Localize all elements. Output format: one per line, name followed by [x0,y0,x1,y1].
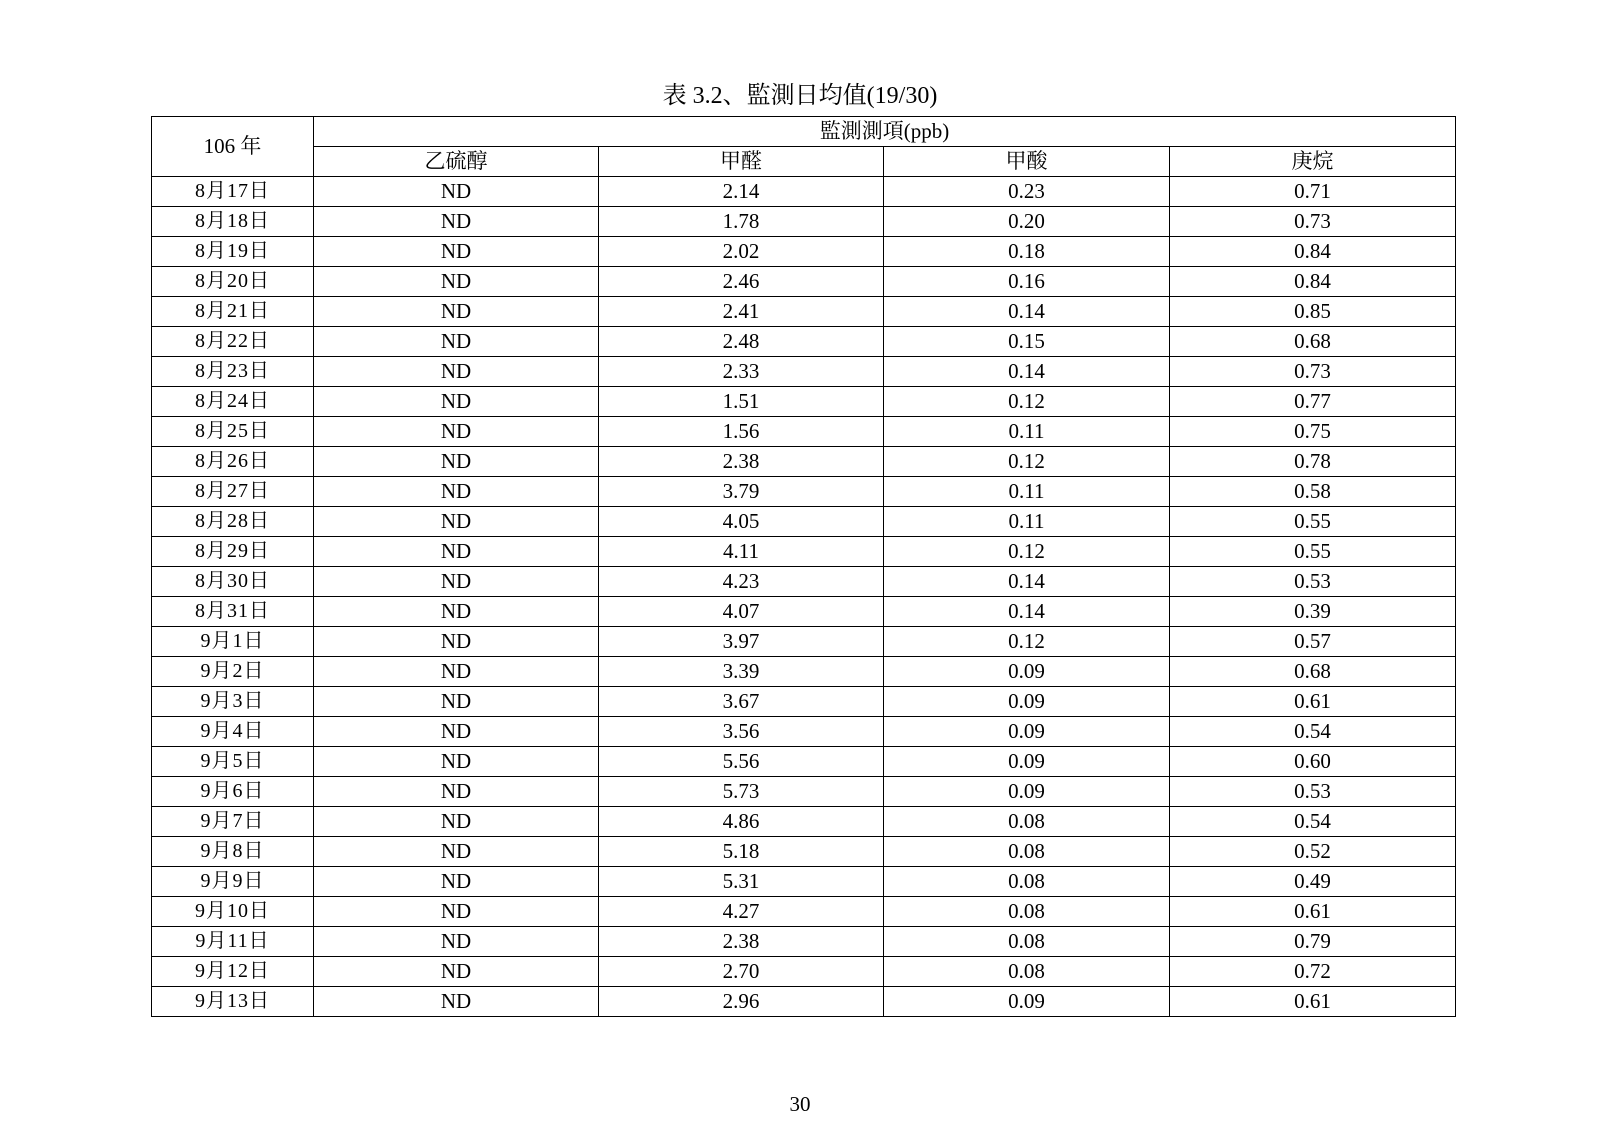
value-cell: 1.51 [599,387,884,417]
value-cell: 1.78 [599,207,884,237]
date-cell: 8月17日 [152,177,314,207]
column-header-formaldehyde: 甲醛 [599,147,884,177]
year-header: 106 年 [152,117,314,177]
table-row [152,897,1456,927]
value-cell: 0.72 [1170,957,1456,987]
table-row [152,207,1456,237]
table-row [152,867,1456,897]
value-cell: 0.61 [1170,897,1456,927]
value-cell: 0.08 [884,807,1170,837]
date-cell: 9月11日 [152,927,314,957]
value-cell: 2.46 [599,267,884,297]
table-row [152,747,1456,777]
value-cell: 0.08 [884,957,1170,987]
table-row [152,387,1456,417]
table-row [152,627,1456,657]
value-cell: 5.18 [599,837,884,867]
value-cell: 0.08 [884,837,1170,867]
value-cell: 0.14 [884,297,1170,327]
table-row [152,567,1456,597]
value-cell: 0.49 [1170,867,1456,897]
value-cell: 0.11 [884,417,1170,447]
value-cell: 0.18 [884,237,1170,267]
value-cell: 0.58 [1170,477,1456,507]
date-cell: 9月2日 [152,657,314,687]
column-header-heptane: 庚烷 [1170,147,1456,177]
value-cell: ND [314,807,599,837]
value-cell: ND [314,987,599,1017]
value-cell: 5.73 [599,777,884,807]
value-cell: 0.15 [884,327,1170,357]
value-cell: 0.75 [1170,417,1456,447]
value-cell: ND [314,747,599,777]
value-cell: 0.08 [884,867,1170,897]
table-row [152,927,1456,957]
date-cell: 9月5日 [152,747,314,777]
table-row [152,987,1456,1017]
value-cell: 0.09 [884,777,1170,807]
date-cell: 8月27日 [152,477,314,507]
value-cell: 0.52 [1170,837,1456,867]
value-cell: ND [314,507,599,537]
value-cell: 0.14 [884,597,1170,627]
value-cell: 0.54 [1170,807,1456,837]
value-cell: ND [314,207,599,237]
date-cell: 9月3日 [152,687,314,717]
value-cell: 5.56 [599,747,884,777]
value-cell: ND [314,687,599,717]
date-cell: 8月24日 [152,387,314,417]
value-cell: 0.79 [1170,927,1456,957]
table-row [152,837,1456,867]
date-cell: 9月13日 [152,987,314,1017]
date-cell: 8月21日 [152,297,314,327]
value-cell: 0.09 [884,747,1170,777]
value-cell: 4.07 [599,597,884,627]
value-cell: ND [314,327,599,357]
table-row [152,357,1456,387]
value-cell: 0.20 [884,207,1170,237]
date-cell: 9月12日 [152,957,314,987]
value-cell: 0.55 [1170,507,1456,537]
table-row [152,957,1456,987]
group-header: 監測測項(ppb) [314,117,1456,147]
table-title: 表 3.2、監測日均值(19/30) [662,83,938,109]
date-cell: 8月23日 [152,357,314,387]
header-row-columns [152,147,1456,177]
date-cell: 8月28日 [152,507,314,537]
value-cell: ND [314,957,599,987]
value-cell: 3.67 [599,687,884,717]
value-cell: 2.70 [599,957,884,987]
value-cell: 0.16 [884,267,1170,297]
value-cell: 0.71 [1170,177,1456,207]
value-cell: 0.54 [1170,717,1456,747]
date-cell: 8月22日 [152,327,314,357]
value-cell: 0.61 [1170,687,1456,717]
value-cell: ND [314,567,599,597]
date-cell: 9月8日 [152,837,314,867]
value-cell: 4.23 [599,567,884,597]
value-cell: ND [314,537,599,567]
value-cell: ND [314,837,599,867]
value-cell: 3.56 [599,717,884,747]
value-cell: 0.11 [884,507,1170,537]
value-cell: 4.86 [599,807,884,837]
date-cell: 9月6日 [152,777,314,807]
date-cell: 9月9日 [152,867,314,897]
value-cell: 1.56 [599,417,884,447]
value-cell: ND [314,597,599,627]
value-cell: 0.55 [1170,537,1456,567]
date-cell: 9月4日 [152,717,314,747]
value-cell: ND [314,777,599,807]
value-cell: 0.08 [884,897,1170,927]
table-row [152,297,1456,327]
value-cell: ND [314,387,599,417]
value-cell: ND [314,627,599,657]
date-cell: 8月25日 [152,417,314,447]
value-cell: ND [314,657,599,687]
value-cell: 0.77 [1170,387,1456,417]
date-cell: 8月19日 [152,237,314,267]
value-cell: 0.53 [1170,777,1456,807]
value-cell: 0.09 [884,687,1170,717]
value-cell: 0.61 [1170,987,1456,1017]
value-cell: ND [314,237,599,267]
value-cell: 0.53 [1170,567,1456,597]
date-cell: 8月20日 [152,267,314,297]
value-cell: 4.11 [599,537,884,567]
date-cell: 8月18日 [152,207,314,237]
date-cell: 8月30日 [152,567,314,597]
value-cell: ND [314,177,599,207]
date-cell: 8月26日 [152,447,314,477]
page-number: 30 [789,1092,811,1116]
value-cell: ND [314,717,599,747]
date-cell: 9月10日 [152,897,314,927]
value-cell: ND [314,357,599,387]
value-cell: 2.48 [599,327,884,357]
table-row [152,237,1456,267]
value-cell: 0.39 [1170,597,1456,627]
value-cell: 0.23 [884,177,1170,207]
date-cell: 9月7日 [152,807,314,837]
value-cell: 2.96 [599,987,884,1017]
value-cell: 2.02 [599,237,884,267]
value-cell: ND [314,267,599,297]
value-cell: ND [314,897,599,927]
table-row [152,777,1456,807]
table-row [152,807,1456,837]
value-cell: 2.14 [599,177,884,207]
table-row [152,687,1456,717]
table-row [152,537,1456,567]
value-cell: 0.57 [1170,627,1456,657]
table-row [152,657,1456,687]
value-cell: 0.84 [1170,237,1456,267]
value-cell: ND [314,297,599,327]
value-cell: 0.14 [884,567,1170,597]
value-cell: 3.39 [599,657,884,687]
value-cell: 0.12 [884,537,1170,567]
value-cell: 3.79 [599,477,884,507]
table-row [152,597,1456,627]
value-cell: ND [314,417,599,447]
value-cell: 2.33 [599,357,884,387]
value-cell: 0.68 [1170,657,1456,687]
value-cell: 0.73 [1170,207,1456,237]
value-cell: 0.78 [1170,447,1456,477]
table-row [152,267,1456,297]
value-cell: 0.12 [884,387,1170,417]
table-row [152,717,1456,747]
value-cell: 0.12 [884,627,1170,657]
value-cell: 4.05 [599,507,884,537]
date-cell: 8月31日 [152,597,314,627]
value-cell: ND [314,927,599,957]
table-row [152,507,1456,537]
value-cell: 2.38 [599,927,884,957]
value-cell: 2.38 [599,447,884,477]
value-cell: 0.84 [1170,267,1456,297]
column-header-formic-acid: 甲酸 [884,147,1170,177]
value-cell: 0.14 [884,357,1170,387]
value-cell: 5.31 [599,867,884,897]
date-cell: 8月29日 [152,537,314,567]
value-cell: 3.97 [599,627,884,657]
value-cell: 4.27 [599,897,884,927]
table-row [152,477,1456,507]
value-cell: 0.09 [884,987,1170,1017]
value-cell: 0.73 [1170,357,1456,387]
value-cell: 0.08 [884,927,1170,957]
value-cell: ND [314,867,599,897]
table-row [152,177,1456,207]
value-cell: 0.85 [1170,297,1456,327]
table-row [152,327,1456,357]
monitoring-daily-average-table [151,116,1456,1017]
column-header-ethanethiol: 乙硫醇 [314,147,599,177]
value-cell: 0.09 [884,717,1170,747]
table-row [152,417,1456,447]
table-row [152,447,1456,477]
value-cell: ND [314,477,599,507]
table-body [152,177,1456,1017]
value-cell: ND [314,447,599,477]
value-cell: 0.11 [884,477,1170,507]
header-row-group [152,117,1456,147]
value-cell: 0.09 [884,657,1170,687]
value-cell: 2.41 [599,297,884,327]
value-cell: 0.60 [1170,747,1456,777]
value-cell: 0.68 [1170,327,1456,357]
value-cell: 0.12 [884,447,1170,477]
date-cell: 9月1日 [152,627,314,657]
